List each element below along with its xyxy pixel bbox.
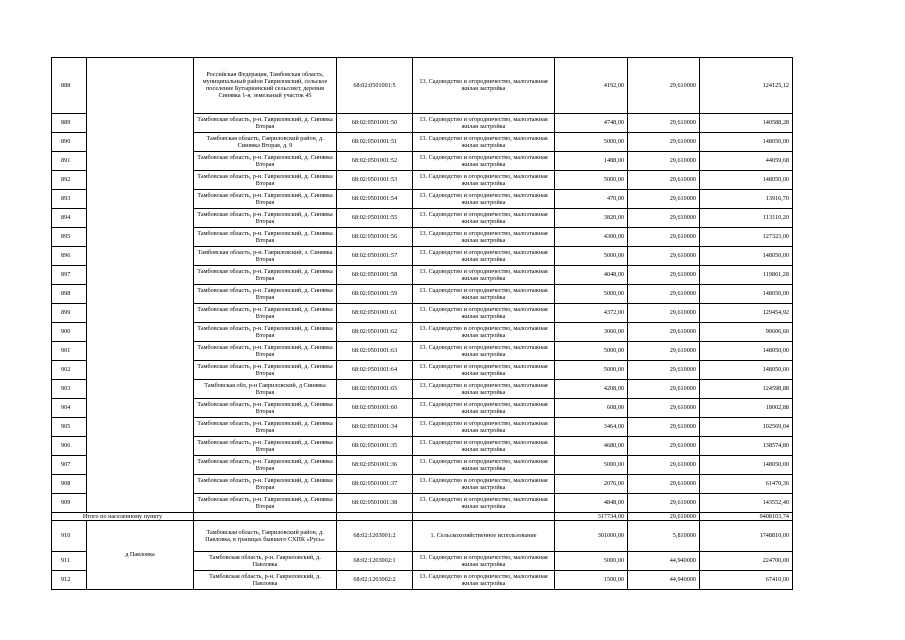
area-cell: 4192,00 bbox=[555, 58, 628, 114]
empty-cell bbox=[413, 512, 555, 520]
value-cell: 143552,40 bbox=[700, 493, 793, 512]
value-cell: 13916,70 bbox=[700, 189, 793, 208]
area-cell: 4372,00 bbox=[555, 303, 628, 322]
rate-cell: 44,940000 bbox=[628, 570, 700, 589]
cadastral-number-cell: 68:02:0501001:35 bbox=[337, 436, 413, 455]
row-number-cell: 898 bbox=[52, 284, 87, 303]
cadastral-number-cell: 68:02:1203001:2 bbox=[337, 520, 413, 551]
value-cell: 138574,80 bbox=[700, 436, 793, 455]
cadastral-number-cell: 68:02:0501001:54 bbox=[337, 189, 413, 208]
area-cell: 5000,00 bbox=[555, 246, 628, 265]
row-number-cell: 890 bbox=[52, 132, 87, 151]
rate-cell: 29,610000 bbox=[628, 170, 700, 189]
value-cell: 148050,00 bbox=[700, 360, 793, 379]
value-cell: 148050,00 bbox=[700, 455, 793, 474]
rate-cell: 29,610000 bbox=[628, 341, 700, 360]
address-cell: Тамбовская область, р-н. Гавриловский, д. Синявка Вторая bbox=[194, 474, 337, 493]
land-use-cell: 13. Садоводство и огородничество, малоэтажная жилая застройка bbox=[413, 570, 555, 589]
row-number-cell: 893 bbox=[52, 189, 87, 208]
empty-cell bbox=[337, 512, 413, 520]
row-number-cell: 910 bbox=[52, 520, 87, 551]
cadastral-number-cell: 68:02:0501001:52 bbox=[337, 151, 413, 170]
area-cell: 5000,00 bbox=[555, 455, 628, 474]
row-number-cell: 889 bbox=[52, 113, 87, 132]
land-use-cell: 13. Садоводство и огородничество, малоэтажная жилая застройка bbox=[413, 265, 555, 284]
total-value-cell: 9408103,74 bbox=[700, 512, 793, 520]
value-cell: 148050,00 bbox=[700, 132, 793, 151]
row-number-cell: 894 bbox=[52, 208, 87, 227]
address-cell: Тамбовская область, р-н. Гавриловский, д. Синявка Вторая bbox=[194, 113, 337, 132]
rate-cell: 29,610000 bbox=[628, 474, 700, 493]
land-use-cell: 13. Садоводство и огородничество, малоэтажная жилая застройка bbox=[413, 417, 555, 436]
area-cell: 4680,00 bbox=[555, 436, 628, 455]
area-cell: 5000,00 bbox=[555, 132, 628, 151]
row-number-cell: 903 bbox=[52, 379, 87, 398]
area-cell: 5000,00 bbox=[555, 170, 628, 189]
address-cell: Тамбовская область, р-н. Гавриловский, з. Синявка Вторая bbox=[194, 246, 337, 265]
land-use-cell: 13. Садоводство и огородничество, малоэтажная жилая застройка bbox=[413, 189, 555, 208]
value-cell: 124598,88 bbox=[700, 379, 793, 398]
row-number-cell: 909 bbox=[52, 493, 87, 512]
cadastral-number-cell: 68:02:0501001:65 bbox=[337, 379, 413, 398]
land-use-cell: 13. Садоводство и огородничество, малоэтажная жилая застройка bbox=[413, 227, 555, 246]
address-cell: Тамбовская область, р-н. Гавриловский, д. Синявка Вторая bbox=[194, 436, 337, 455]
value-cell: 90606,60 bbox=[700, 322, 793, 341]
value-cell: 148050,00 bbox=[700, 246, 793, 265]
address-cell: Тамбовская область, р-н. Гавриловский, д. Синявка Вторая bbox=[194, 189, 337, 208]
address-cell: Тамбовская область, р-н. Гавриловский, д. Синявка Вторая bbox=[194, 227, 337, 246]
rate-cell: 29,610000 bbox=[628, 58, 700, 114]
value-cell: 148050,00 bbox=[700, 341, 793, 360]
row-number-cell: 906 bbox=[52, 436, 87, 455]
cadastral-number-cell: 68:02:0501001:63 bbox=[337, 341, 413, 360]
land-use-cell: 13. Садоводство и огородничество, малоэтажная жилая застройка bbox=[413, 246, 555, 265]
rate-cell: 29,610000 bbox=[628, 113, 700, 132]
address-cell: Тамбовская область, р-н. Гавриловский, д. Синявка Вторая bbox=[194, 284, 337, 303]
land-use-cell: 13. Садоводство и огородничество, малоэтажная жилая застройка bbox=[413, 379, 555, 398]
rate-cell: 29,610000 bbox=[628, 132, 700, 151]
row-number-cell: 912 bbox=[52, 570, 87, 589]
area-cell: 608,00 bbox=[555, 398, 628, 417]
land-use-cell: 13. Садоводство и огородничество, малоэтажная жилая застройка bbox=[413, 322, 555, 341]
area-cell: 5000,00 bbox=[555, 551, 628, 570]
address-cell: Тамбовская область, Гавриловский район, д. Павловка, в границах бывшего СХПК «Русь» bbox=[194, 520, 337, 551]
table-total-section bbox=[52, 512, 793, 520]
value-cell: 67410,00 bbox=[700, 570, 793, 589]
cadastral-number-cell: 68:02:0501001:50 bbox=[337, 113, 413, 132]
cadastral-number-cell: 68:02:0501001:55 bbox=[337, 208, 413, 227]
land-use-cell: 13. Садоводство и огородничество, малоэтажная жилая застройка bbox=[413, 284, 555, 303]
rate-cell: 29,610000 bbox=[628, 246, 700, 265]
cadastral-number-cell: 68:02:0501001:51 bbox=[337, 132, 413, 151]
value-cell: 127323,00 bbox=[700, 227, 793, 246]
value-cell: 148050,00 bbox=[700, 170, 793, 189]
address-cell: Тамбовская обл, р-н Гавриловский, д Синявка Вторая bbox=[194, 379, 337, 398]
row-number-cell: 899 bbox=[52, 303, 87, 322]
rate-cell: 44,940000 bbox=[628, 551, 700, 570]
locality-name-cell: д Павловка bbox=[87, 520, 194, 589]
row-number-cell: 902 bbox=[52, 360, 87, 379]
row-number-cell: 907 bbox=[52, 455, 87, 474]
land-use-cell: 13. Садоводство и огородничество, малоэтажная жилая застройка bbox=[413, 208, 555, 227]
row-number-cell: 904 bbox=[52, 398, 87, 417]
land-use-cell: 13. Садоводство и огородничество, малоэтажная жилая застройка bbox=[413, 455, 555, 474]
address-cell: Тамбовская область, Гавриловский район, д. Синявка Вторая, д. 9 bbox=[194, 132, 337, 151]
address-cell: Тамбовская область, р-н. Гавриловский, д. Синявка Вторая bbox=[194, 208, 337, 227]
rate-cell: 29,610000 bbox=[628, 455, 700, 474]
land-use-cell: 13. Садоводство и огородничество, малоэтажная жилая застройка bbox=[413, 303, 555, 322]
value-cell: 140588,28 bbox=[700, 113, 793, 132]
total-area-cell: 317734,00 bbox=[555, 512, 628, 520]
address-cell: Тамбовская область, р-н. Гавриловский, д. Павловка bbox=[194, 551, 337, 570]
area-cell: 3464,00 bbox=[555, 417, 628, 436]
row-number-cell: 895 bbox=[52, 227, 87, 246]
table-body-section-b bbox=[52, 520, 793, 589]
land-use-cell: 13. Садоводство и огородничество, малоэтажная жилая застройка bbox=[413, 398, 555, 417]
address-cell: Тамбовская область, р-н. Гавриловский, д. Синявка Вторая bbox=[194, 303, 337, 322]
empty-cell bbox=[194, 512, 337, 520]
address-cell: Тамбовская область, р-н. Гавриловский, д. Синявка Вторая bbox=[194, 455, 337, 474]
rate-cell: 29,610000 bbox=[628, 284, 700, 303]
rate-cell: 29,610000 bbox=[628, 208, 700, 227]
value-cell: 61470,36 bbox=[700, 474, 793, 493]
land-use-cell: 13. Садоводство и огородничество, малоэтажная жилая застройка bbox=[413, 493, 555, 512]
cadastral-number-cell: 68:02:0501001:58 bbox=[337, 265, 413, 284]
rate-cell: 29,610000 bbox=[628, 493, 700, 512]
total-label-cell: Итого по населенному пункту bbox=[52, 512, 194, 520]
cadastral-number-cell: 68:02:0501001:5 bbox=[337, 58, 413, 114]
row-number-cell: 892 bbox=[52, 170, 87, 189]
cadastral-number-cell: 68:02:0501001:38 bbox=[337, 493, 413, 512]
area-cell: 301000,00 bbox=[555, 520, 628, 551]
area-cell: 1500,00 bbox=[555, 570, 628, 589]
rate-cell: 5,810000 bbox=[628, 520, 700, 551]
table-body-section-a bbox=[52, 58, 793, 513]
value-cell: 113110,20 bbox=[700, 208, 793, 227]
land-use-cell: 13. Садоводство и огородничество, малоэтажная жилая застройка bbox=[413, 474, 555, 493]
value-cell: 102569,04 bbox=[700, 417, 793, 436]
area-cell: 5000,00 bbox=[555, 341, 628, 360]
rate-cell: 29,610000 bbox=[628, 360, 700, 379]
locality-name-cell bbox=[87, 58, 194, 513]
area-cell: 3820,00 bbox=[555, 208, 628, 227]
cadastral-number-cell: 68:02:0501001:61 bbox=[337, 303, 413, 322]
cadastral-number-cell: 68:02:0501001:37 bbox=[337, 474, 413, 493]
address-cell: Тамбовская область, р-н. Гавриловский, д. Синявка Вторая bbox=[194, 360, 337, 379]
cadastral-number-cell: 68:02:0501001:34 bbox=[337, 417, 413, 436]
value-cell: 1748810,00 bbox=[700, 520, 793, 551]
cadastral-number-cell: 68:02:0501001:56 bbox=[337, 227, 413, 246]
cadastral-value-table bbox=[51, 57, 793, 590]
value-cell: 129454,92 bbox=[700, 303, 793, 322]
land-use-cell: 13. Садоводство и огородничество, малоэтажная жилая застройка bbox=[413, 132, 555, 151]
cadastral-number-cell: 68:02:0501001:36 bbox=[337, 455, 413, 474]
area-cell: 4208,00 bbox=[555, 379, 628, 398]
cadastral-number-cell: 68:02:1203002:1 bbox=[337, 551, 413, 570]
rate-cell: 29,610000 bbox=[628, 227, 700, 246]
area-cell: 5000,00 bbox=[555, 360, 628, 379]
land-use-cell: 13. Садоводство и огородничество, малоэтажная жилая застройка bbox=[413, 170, 555, 189]
table-row bbox=[52, 520, 793, 551]
total-row bbox=[52, 512, 793, 520]
value-cell: 119861,28 bbox=[700, 265, 793, 284]
address-cell: Тамбовская область, р-н. Гавриловский, д. Синявка Вторая bbox=[194, 341, 337, 360]
value-cell: 224700,00 bbox=[700, 551, 793, 570]
rate-cell: 29,610000 bbox=[628, 151, 700, 170]
address-cell: Тамбовская область, р-н. Гавриловский, д. Синявка Вторая bbox=[194, 493, 337, 512]
row-number-cell: 888 bbox=[52, 58, 87, 114]
cadastral-number-cell: 68:02:0501001:64 bbox=[337, 360, 413, 379]
row-number-cell: 897 bbox=[52, 265, 87, 284]
row-number-cell: 891 bbox=[52, 151, 87, 170]
land-use-cell: 13. Садоводство и огородничество, малоэтажная жилая застройка bbox=[413, 360, 555, 379]
rate-cell: 29,610000 bbox=[628, 398, 700, 417]
cadastral-number-cell: 68:02:0501001:59 bbox=[337, 284, 413, 303]
area-cell: 3060,00 bbox=[555, 322, 628, 341]
rate-cell: 29,610000 bbox=[628, 417, 700, 436]
rate-cell: 29,610000 bbox=[628, 436, 700, 455]
address-cell: Тамбовская область, р-н. Гавриловский, д. Синявка Вторая bbox=[194, 417, 337, 436]
area-cell: 1488,00 bbox=[555, 151, 628, 170]
land-use-cell: 13. Садоводство и огородничество, малоэтажная жилая застройка bbox=[413, 436, 555, 455]
address-cell: Тамбовская область, р-н. Гавриловский, д. Павловка bbox=[194, 570, 337, 589]
area-cell: 4300,00 bbox=[555, 227, 628, 246]
row-number-cell: 908 bbox=[52, 474, 87, 493]
area-cell: 5000,00 bbox=[555, 284, 628, 303]
area-cell: 4048,00 bbox=[555, 265, 628, 284]
cadastral-number-cell: 68:02:1203002:2 bbox=[337, 570, 413, 589]
row-number-cell: 911 bbox=[52, 551, 87, 570]
rate-cell: 29,610000 bbox=[628, 379, 700, 398]
address-cell: Тамбовская область, р-н. Гавриловский, д. Синявка Вторая bbox=[194, 265, 337, 284]
address-cell: Российская Федерация, Тамбовская область, муниципальный район Гавриловский, сельское поселение Бутыркинский сельсовет, деревня Синявка 1-я, земельный участок 45 bbox=[194, 58, 337, 114]
value-cell: 124125,12 bbox=[700, 58, 793, 114]
cadastral-number-cell: 68:02:0501001:57 bbox=[337, 246, 413, 265]
area-cell: 470,00 bbox=[555, 189, 628, 208]
area-cell: 2076,00 bbox=[555, 474, 628, 493]
land-use-cell: 1. Сельскохозяйственное использование bbox=[413, 520, 555, 551]
row-number-cell: 901 bbox=[52, 341, 87, 360]
rate-cell: 29,610000 bbox=[628, 303, 700, 322]
area-cell: 4748,00 bbox=[555, 113, 628, 132]
land-use-cell: 13. Садоводство и огородничество, малоэтажная жилая застройка bbox=[413, 341, 555, 360]
land-use-cell: 13. Садоводство и огородничество, малоэтажная жилая застройка bbox=[413, 551, 555, 570]
cadastral-number-cell: 68:02:0501001:60 bbox=[337, 398, 413, 417]
row-number-cell: 905 bbox=[52, 417, 87, 436]
table-row bbox=[52, 58, 793, 114]
rate-cell: 29,610000 bbox=[628, 189, 700, 208]
land-use-cell: 13. Садоводство и огородничество, малоэтажная жилая застройка bbox=[413, 58, 555, 114]
row-number-cell: 900 bbox=[52, 322, 87, 341]
address-cell: Тамбовская область, р-н. Гавриловский, д. Синявка Вторая bbox=[194, 151, 337, 170]
total-rate-cell: 29,610000 bbox=[628, 512, 700, 520]
address-cell: Тамбовская область, р-н. Гавриловский, д. Синявка Вторая bbox=[194, 322, 337, 341]
land-use-cell: 13. Садоводство и огородничество, малоэтажная жилая застройка bbox=[413, 113, 555, 132]
address-cell: Тамбовская область, р-н. Гавриловский, д. Синявка Вторая bbox=[194, 398, 337, 417]
value-cell: 18002,88 bbox=[700, 398, 793, 417]
address-cell: Тамбовская область, р-н. Гавриловский, д. Синявка Вторая bbox=[194, 170, 337, 189]
land-use-cell: 13. Садоводство и огородничество, малоэтажная жилая застройка bbox=[413, 151, 555, 170]
cadastral-number-cell: 68:02:0501001:53 bbox=[337, 170, 413, 189]
value-cell: 148050,00 bbox=[700, 284, 793, 303]
rate-cell: 29,610000 bbox=[628, 322, 700, 341]
cadastral-number-cell: 68:02:0501001:62 bbox=[337, 322, 413, 341]
area-cell: 4848,00 bbox=[555, 493, 628, 512]
row-number-cell: 896 bbox=[52, 246, 87, 265]
value-cell: 44059,68 bbox=[700, 151, 793, 170]
rate-cell: 29,610000 bbox=[628, 265, 700, 284]
